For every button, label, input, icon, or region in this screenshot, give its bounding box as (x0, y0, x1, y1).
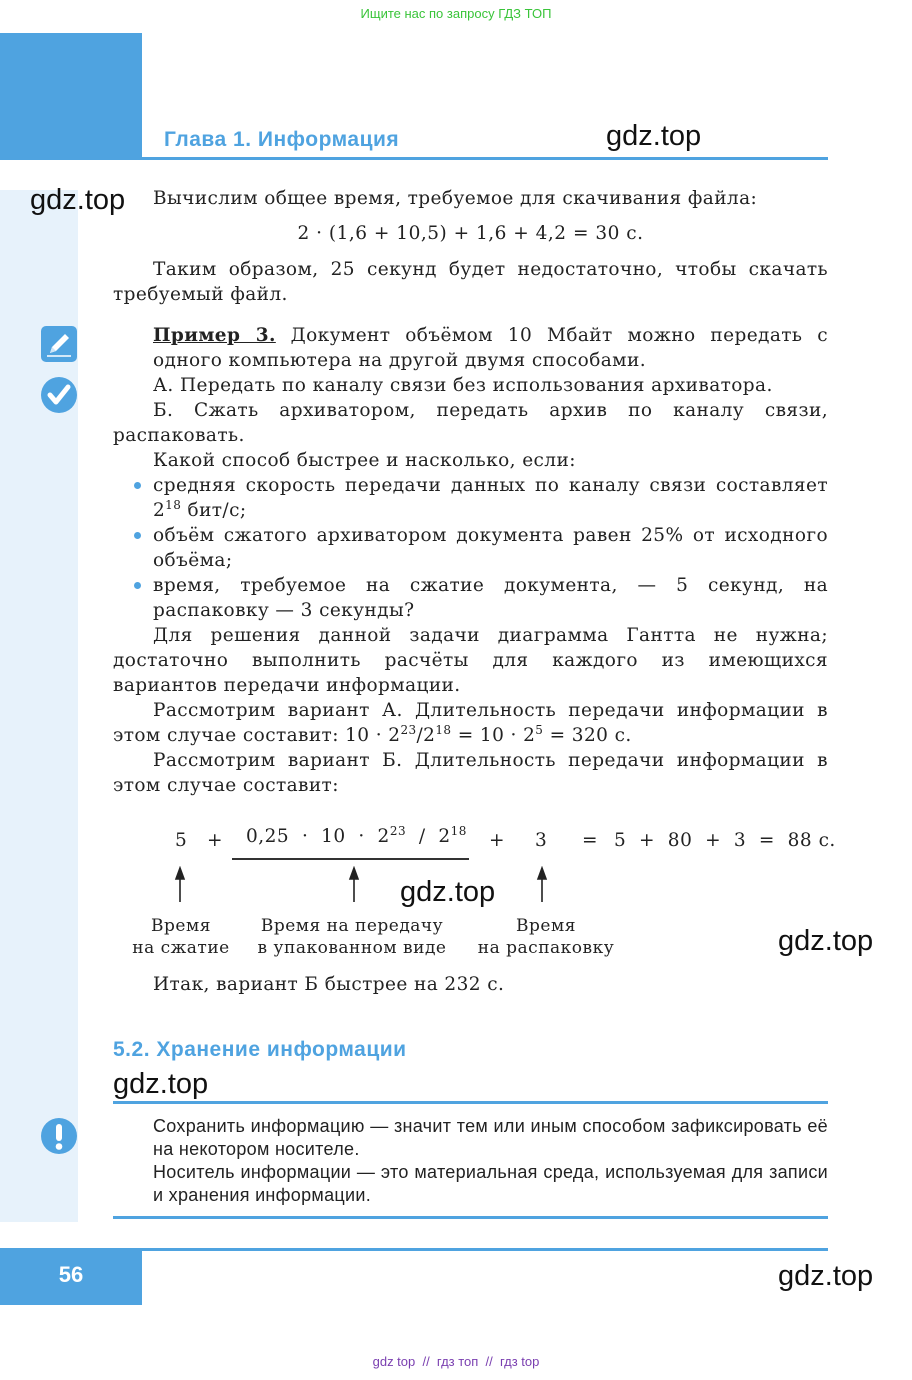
calc-term-compress: 5 (175, 830, 188, 851)
question: Какой способ быстрее и насколько, если: (153, 450, 576, 471)
watermark: gdz.top (113, 1068, 209, 1100)
list-item: время, требуемое на сжатие документа, — 5 секунд, на распаковку — 3 секунды? (113, 573, 828, 623)
definition-top-divider (113, 1101, 828, 1104)
definition-block (153, 1115, 828, 1207)
solution-text: Для решения данной задачи диаграмма Гантта не нужна; достаточно выполнить расчёты для каждого из имеющихся вариантов передачи информации. (113, 625, 828, 696)
footer-divider (142, 1248, 828, 1251)
final-line: Итак, вариант Б быстрее на 232 с. (153, 974, 505, 995)
caption-transfer: Время на передачу в упакованном виде (257, 916, 447, 958)
arrow-icon (538, 868, 546, 902)
watermark: gdz.top (778, 925, 874, 957)
intro-conclusion: Таким образом, 25 секунд будет недостаточно, чтобы скачать требуемый файл. (113, 259, 828, 305)
intro-line: Вычислим общее время, требуемое для скачивания файла: (153, 188, 758, 209)
caption-compress: Время на сжатие (132, 916, 230, 958)
definition-bottom-divider (113, 1216, 828, 1219)
calc-term-unpack: 3 (535, 830, 548, 851)
variant-b: Рассмотрим вариант Б. Длительность передачи информации в этом случае составит: (113, 750, 828, 796)
definition-carrier: Носитель информации — это материальная среда, используемая для записи и хранения информации. (153, 1162, 828, 1205)
page-number: 56 (58, 1262, 84, 1287)
calc-plus: + (489, 830, 506, 851)
watermark: gdz.top (30, 184, 126, 216)
example-block (113, 323, 828, 798)
calc-plus: + (207, 830, 224, 851)
calc-term-transfer: $0,25 \cdot 10 \cdot 2^{23} / 2^{18}$ (246, 823, 467, 847)
corner-block (0, 33, 142, 160)
watermark: gdz.top (606, 120, 702, 152)
watermark: gdz.top (400, 876, 496, 908)
example-label: Пример 3. (153, 325, 276, 346)
footer-links: gdz top // гдз топ // гдз top (372, 1354, 540, 1369)
list-item: средняя скорость передачи данных по каналу связи составляет $2^{18}$ бит/с; (113, 473, 828, 523)
arrow-icon (176, 868, 184, 902)
calc-result: 5 + 80 + 3 = 88 с. (614, 830, 836, 851)
chapter-divider (142, 157, 828, 160)
example-text: Документ объёмом 10 Мбайт можно передать с одного компьютера на другой двумя способами. (153, 325, 828, 371)
calc-equals: = (582, 830, 599, 851)
list-item: объём сжатого архиватором документа равен 25% от исходного объёма; (113, 523, 828, 573)
variant-a: Рассмотрим вариант А. Длительность передачи информации в этом случае составит: $10 \cdot 2^{23}/2^{18} = 10 \cdot 2^5 = 320$ с. (113, 700, 828, 746)
intro-formula: 2 · (1,6 + 10,5) + 1,6 + 4,2 = 30 с. (297, 223, 644, 244)
option-a: А. Передать по каналу связи без использования архиватора. (153, 375, 773, 396)
arrow-icon (350, 868, 358, 902)
conditions-list (113, 473, 828, 623)
calc-underline (232, 858, 469, 860)
exclamation-icon (40, 1117, 78, 1155)
pencil-icon (40, 325, 78, 363)
chapter-title: Глава 1. Информация (164, 128, 400, 151)
watermark: gdz.top (778, 1260, 874, 1292)
intro-block (113, 186, 828, 307)
section-title: 5.2. Хранение информации (113, 1038, 407, 1061)
check-icon (40, 376, 78, 414)
option-b: Б. Сжать архиватором, передать архив по каналу связи, распаковать. (113, 400, 828, 446)
arrows (170, 866, 560, 906)
caption-unpack: Время на распаковку (477, 916, 615, 958)
definition-store: Сохранить информацию — значит тем или иным способом зафиксировать её на некотором носителе. (153, 1116, 828, 1159)
top-banner: Ищите нас по запросу ГДЗ ТОП (360, 6, 552, 21)
